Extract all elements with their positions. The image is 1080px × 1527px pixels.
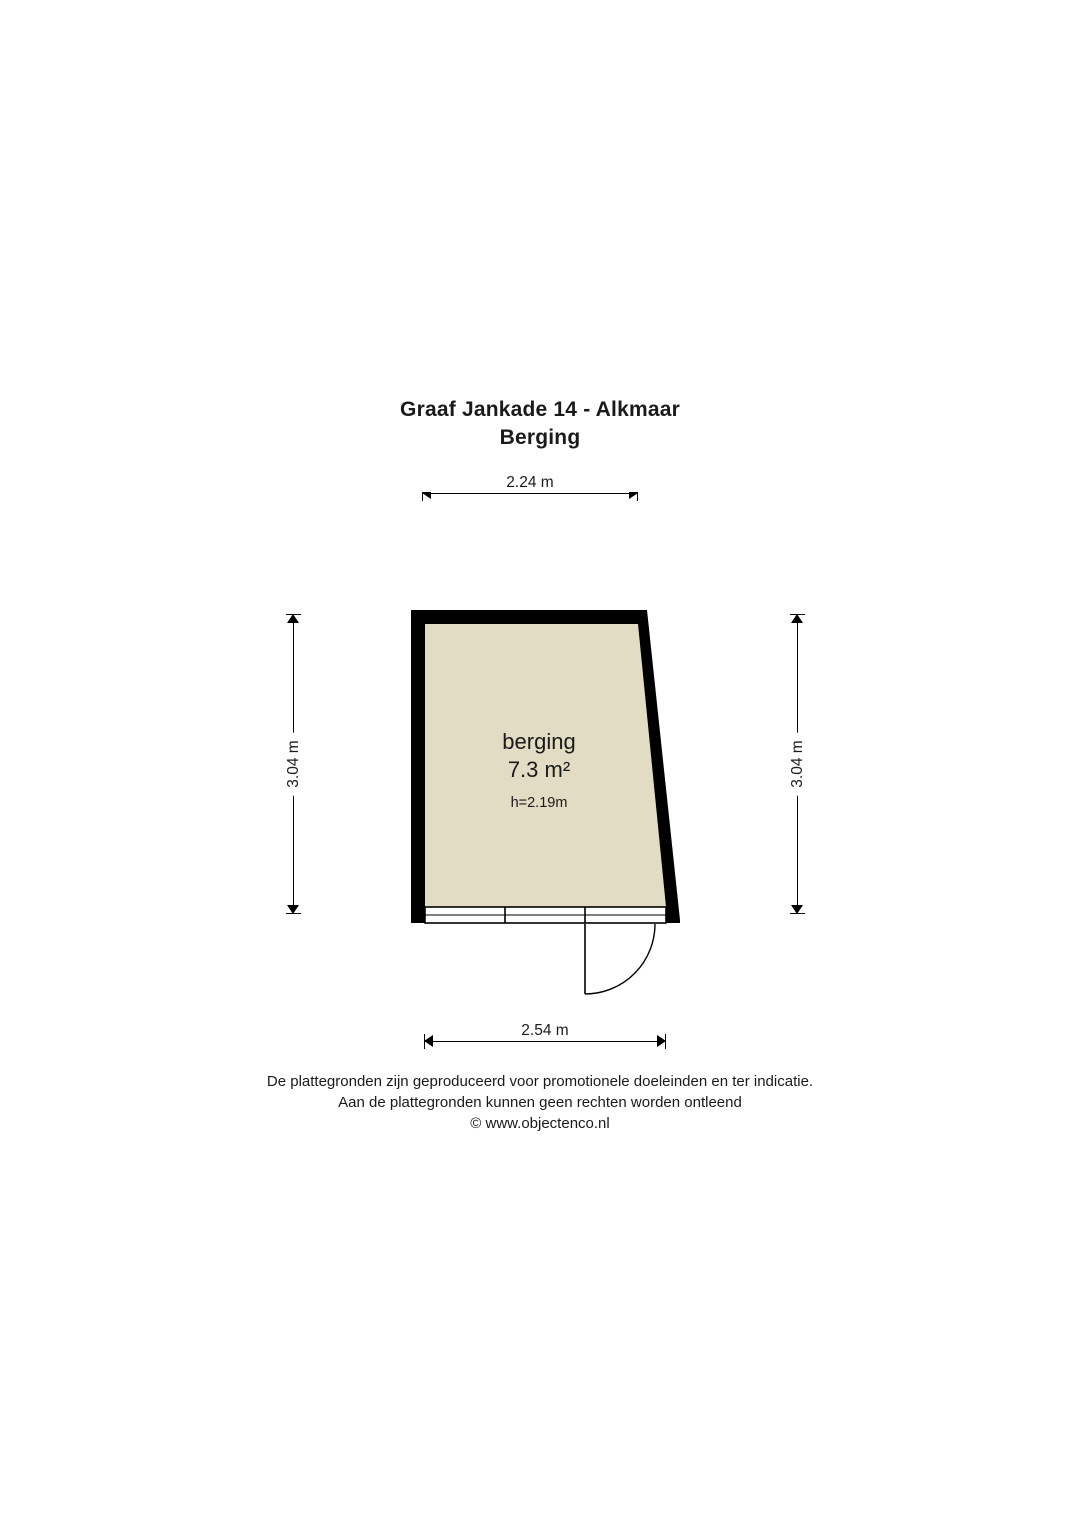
dimension-top-line bbox=[428, 493, 632, 494]
dimension-right bbox=[786, 614, 810, 914]
dimension-right-label: 3.04 m bbox=[785, 732, 811, 795]
dimension-left bbox=[282, 614, 306, 914]
room-shape bbox=[395, 598, 705, 1008]
dimension-left-cap-top bbox=[286, 614, 301, 615]
dimension-bottom-label: 2.54 m bbox=[513, 1022, 576, 1040]
dimension-right-cap-bottom bbox=[790, 913, 805, 914]
room-area: 7.3 m² bbox=[507, 757, 571, 782]
room-floor bbox=[425, 624, 666, 907]
page-title: Graaf Jankade 14 - Alkmaar bbox=[400, 398, 680, 421]
footer-line-2: Aan de plattegronden kunnen geen rechten worden ontleend bbox=[338, 1094, 742, 1111]
dimension-right-arrow-top bbox=[791, 614, 803, 623]
footer-copyright: © www.objectenco.nl bbox=[470, 1115, 610, 1132]
bottom-wall-left-stub bbox=[411, 907, 425, 923]
dimension-bottom-label-wrap bbox=[424, 1022, 666, 1040]
dimension-bottom bbox=[424, 1022, 666, 1054]
dimension-right-cap-top bbox=[790, 614, 805, 615]
footer bbox=[0, 1071, 1080, 1134]
dimension-left-label: 3.04 m bbox=[281, 732, 307, 795]
dimension-bottom-line bbox=[430, 1041, 660, 1042]
room-name: berging bbox=[502, 729, 576, 754]
room-height: h=2.19m bbox=[510, 795, 568, 811]
page-subtitle: Berging bbox=[499, 426, 581, 449]
dimension-top-label-wrap bbox=[422, 474, 638, 492]
dimension-top-label: 2.24 m bbox=[498, 474, 561, 492]
footer-line-1: De plattegronden zijn geproduceerd voor promotionele doeleinden en ter indicatie. bbox=[266, 1073, 814, 1090]
door-swing-arc bbox=[585, 924, 655, 994]
dimension-top bbox=[422, 474, 638, 506]
dimension-left-cap-bottom bbox=[286, 913, 301, 914]
dimension-left-arrow-top bbox=[287, 614, 299, 623]
